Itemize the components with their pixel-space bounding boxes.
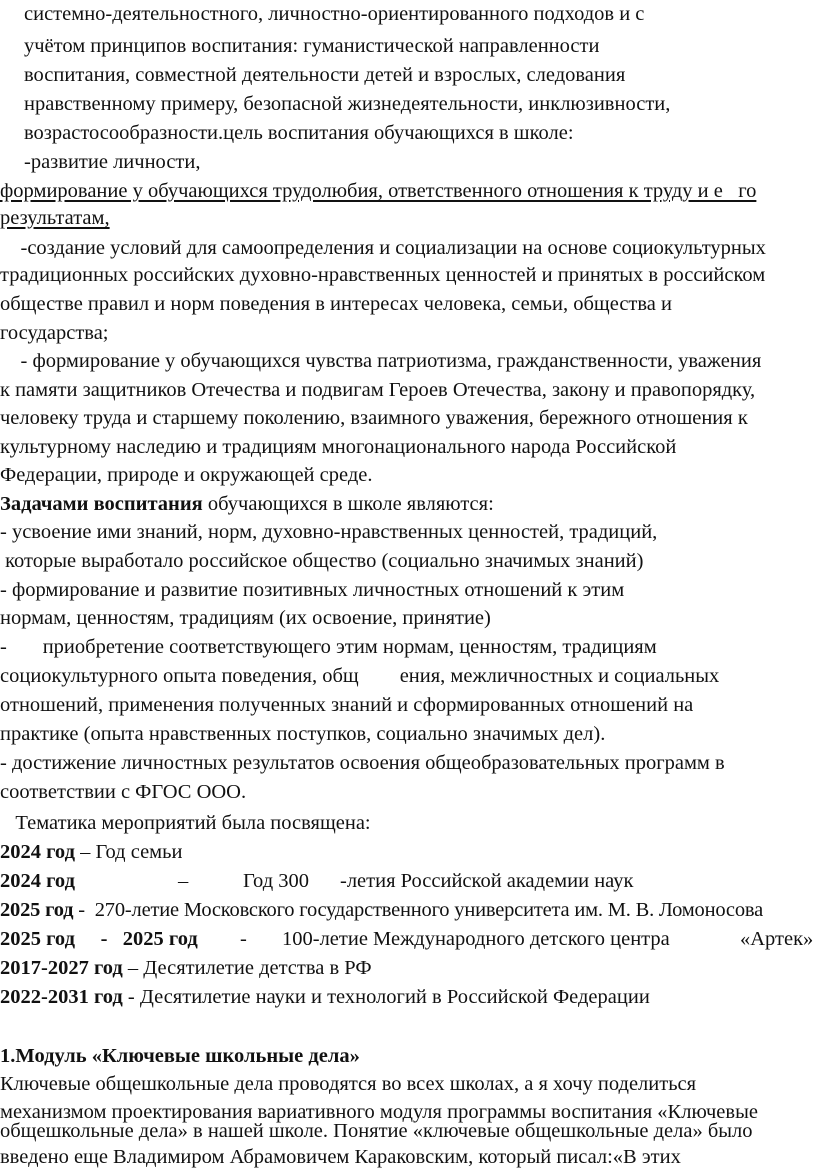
- text-line: культурному наследию и традициям многонационального народа Российской: [0, 436, 677, 458]
- year-text: Год 300: [243, 870, 310, 892]
- text-line: человеку труда и старшему поколению, взаимного уважения, бережного отношения к: [0, 407, 748, 429]
- text-line: обществе правил и норм поведения в интересах человека, семьи, общества и: [0, 293, 672, 315]
- year-line: [0, 956, 372, 980]
- year-label: 2022-2031 год: [0, 986, 123, 1008]
- year-dash: –: [178, 870, 189, 892]
- underlined-line: результатам,: [0, 207, 110, 229]
- text-line: - формирование и развитие позитивных личностных отношений к этим: [0, 579, 625, 601]
- text-line: введено еще Владимиром Абрамовичем Караковским, который писал:«В этих: [0, 1146, 681, 1168]
- tasks-heading-bold: Задачами воспитания: [0, 493, 203, 515]
- text-line: отношений, применения полученных знаний и сформированных отношений на: [0, 694, 694, 716]
- text-line: нравственному примеру, безопасной жизнедеятельности, инклюзивности,: [24, 93, 671, 115]
- text-line: - формирование у обучающихся чувства патриотизма, гражданственности, уважения: [0, 350, 762, 372]
- module-heading: [0, 1044, 360, 1068]
- text-line: государства;: [0, 322, 109, 344]
- text-line: традиционных российских духовно-нравственных ценностей и принятых в российском: [0, 264, 766, 286]
- year-dash: -: [240, 928, 247, 950]
- text-line: которые выработало российское общество (социально значимых знаний): [0, 550, 644, 572]
- text-line: воспитания, совместной деятельности детей и взрослых, следования: [24, 64, 626, 86]
- text-line: учётом принципов воспитания: гуманистической направленности: [24, 35, 600, 57]
- year-line: [0, 985, 650, 1009]
- text-line: механизмом проектирования вариативного модуля программы воспитания «Ключевые: [0, 1101, 758, 1123]
- year-line: [0, 927, 816, 951]
- text-line: возрастосообразности.цель воспитания обучающихся в школе:: [24, 122, 574, 144]
- text-line: - усвоение ими знаний, норм, духовно-нравственных ценностей, традиций,: [0, 521, 658, 543]
- year-label: 2025 год: [0, 899, 74, 921]
- text-line: к памяти защитников Отечества и подвигам Героев Отечества, закону и правопорядку,: [0, 379, 756, 401]
- year-text: – Десятилетие детства в РФ: [122, 957, 372, 979]
- text-line: -создание условий для самоопределения и социализации на основе социокультурных: [0, 237, 766, 259]
- year-text: 100-летие Международного детского центра: [282, 928, 670, 950]
- tasks-heading-rest: обучающихся в школе являются:: [202, 493, 494, 515]
- year-line: [0, 898, 763, 922]
- year-text: – Год семьи: [74, 841, 183, 863]
- year-text: - Десятилетие науки и технологий в Российской Федерации: [122, 986, 650, 1008]
- text-line: системно-деятельностного, личностно-ориентированного подходов и с: [24, 3, 645, 25]
- text-line: соответствии с ФГОС ООО.: [0, 781, 247, 803]
- year-text: -летия Российской академии наук: [340, 870, 634, 892]
- text-line: Ключевые общешкольные дела проводятся во всех школах, а я хочу поделиться: [0, 1073, 697, 1095]
- text-line: нормам, ценностям, традициям (их освоение, принятие): [0, 607, 491, 629]
- year-label: 2017-2027 год: [0, 957, 123, 979]
- year-line: [0, 840, 182, 864]
- tasks-heading: [0, 492, 494, 516]
- year-text: - 270-летие Московского государственного университета им. М. В. Ломоносова: [73, 899, 763, 921]
- text-line: - приобретение соответствующего этим нормам, ценностям, традициям: [0, 636, 657, 658]
- text-line: - достижение личностных результатов освоения общеобразовательных программ в: [0, 752, 725, 774]
- underlined-line: формирование у обучающихся трудолюбия, ответственного отношения к труду и е го: [0, 180, 757, 202]
- year-label: 2024 год: [0, 870, 75, 892]
- year-text: «Артек»: [740, 928, 814, 950]
- year-line: [0, 869, 816, 893]
- year-label: 2024 год: [0, 841, 75, 863]
- text-line: Федерации, природе и окружающей среде.: [0, 464, 373, 486]
- text-line: -развитие личности,: [24, 151, 201, 173]
- year-label: 2025 год - 2025 год: [0, 928, 198, 950]
- themes-intro: Тематика мероприятий была посвящена:: [0, 812, 371, 834]
- text-line: социокультурного опыта поведения, общ ения, межличностных и социальных: [0, 665, 720, 687]
- text-line: практике (опыта нравственных поступков, социально значимых дел).: [0, 723, 606, 745]
- text-line: общешкольные дела» в нашей школе. Понятие «ключевые общешкольные дела» было: [0, 1120, 753, 1142]
- module-heading-text: 1.Модуль «Ключевые школьные дела»: [0, 1045, 360, 1067]
